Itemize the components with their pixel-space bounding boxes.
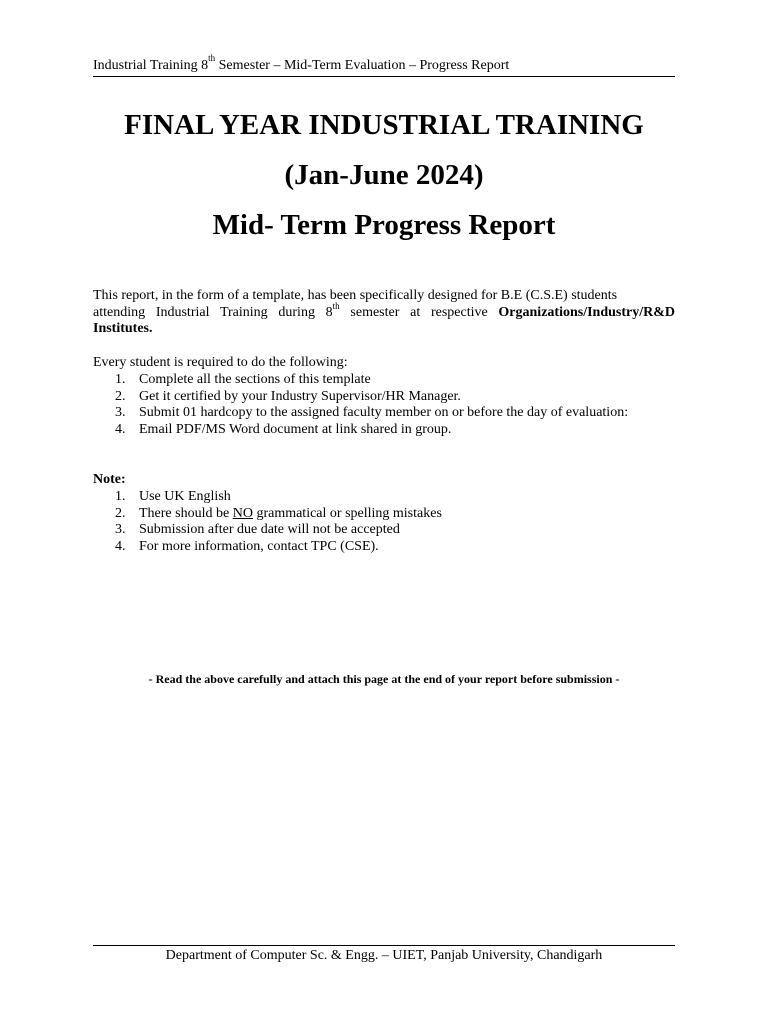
list-item [93, 372, 675, 389]
list-item-text: Submit 01 hardcopy to the assigned faculty member on or before the day of evaluation: [139, 405, 629, 420]
list-item-text-after: grammatical or spelling mistakes [252, 505, 442, 521]
list-item [93, 389, 675, 406]
list-item [93, 506, 675, 523]
notes-list [93, 489, 675, 555]
list-item-number: 1. [115, 489, 126, 504]
closing-instruction: - Read the above carefully and attach this page at the end of your report before submission - [148, 672, 620, 686]
list-item-number: 3. [115, 522, 126, 537]
intro-organizations: Organizations/Industry/R&D [498, 304, 675, 320]
list-item [93, 539, 675, 556]
list-item [93, 405, 675, 422]
note-heading: Note: [93, 472, 126, 487]
intro-line-2-text: attending Industrial Training during 8 [93, 304, 333, 320]
intro-institutes: Institutes. [93, 321, 153, 336]
requirements-lead: Every student is required to do the following: [93, 355, 348, 370]
list-item-text: There should be [139, 505, 233, 521]
list-item-text: Get it certified by your Industry Supervisor/HR Manager. [139, 388, 461, 404]
intro-line-2 [93, 300, 675, 322]
intro-paragraph [93, 288, 675, 338]
list-item [93, 422, 675, 439]
list-item-number: 2. [115, 388, 126, 404]
page-header [93, 53, 675, 77]
header-text-start: Industrial Training 8 [93, 58, 209, 73]
list-item-number: 2. [115, 505, 126, 521]
list-item-text: For more information, contact TPC (CSE). [139, 538, 379, 554]
intro-line-2-text-after: semester at respective [339, 304, 499, 320]
list-item-number: 1. [115, 372, 126, 387]
list-item-text: Use UK English [139, 489, 231, 504]
title-line-3: Mid- Term Progress Report [212, 209, 556, 241]
intro-line-1: This report, in the form of a template, has been specifically designed for B.E (C.S.E) students [93, 288, 618, 303]
list-item-text: Email PDF/MS Word document at link shared in group. [139, 421, 452, 437]
page-footer: Department of Computer Sc. & Engg. – UIET, Panjab University, Chandigarh [93, 945, 675, 965]
title-line-2: (Jan-June 2024) [284, 159, 484, 191]
intro-superscript: th [332, 300, 340, 311]
list-item-text: Submission after due date will not be accepted [139, 522, 400, 537]
list-item-text: Complete all the sections of this template [139, 372, 371, 387]
list-item-number: 4. [115, 421, 126, 437]
emphasis-no: NO [232, 505, 253, 521]
title-line-1: FINAL YEAR INDUSTRIAL TRAINING [124, 109, 644, 141]
list-item-number: 3. [115, 405, 126, 420]
header-text-end: Semester – Mid-Term Evaluation – Progress Report [215, 58, 510, 73]
list-item-number: 4. [115, 538, 126, 554]
header-superscript: th [208, 53, 216, 63]
list-item [93, 522, 675, 539]
requirements-list [93, 372, 675, 438]
list-item [93, 489, 675, 506]
